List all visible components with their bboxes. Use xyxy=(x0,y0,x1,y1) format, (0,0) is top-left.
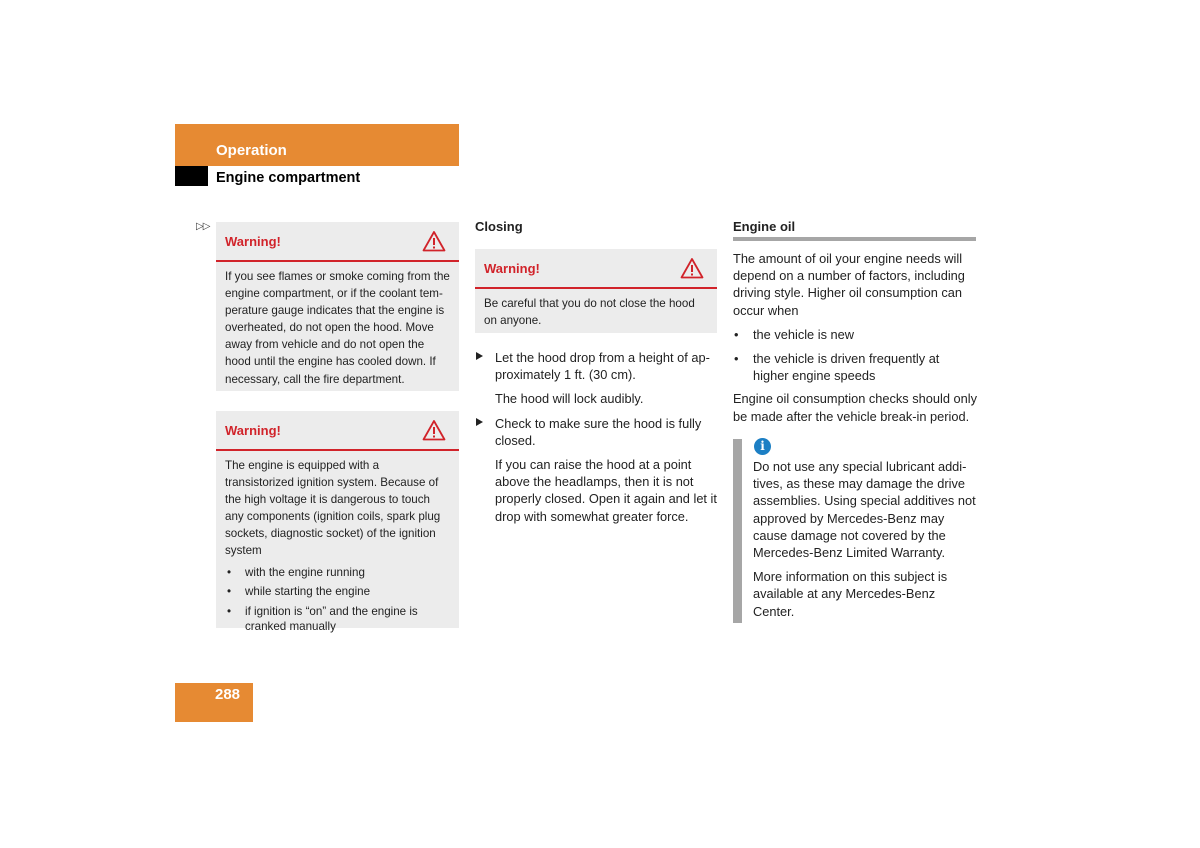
page-number: 288 xyxy=(215,686,241,703)
warning-list xyxy=(225,565,450,635)
info-note xyxy=(753,458,977,620)
oil-intro: The amount of oil your engine needs will depend on a number of factors, including driving style. Higher oil consumption can occur when xyxy=(733,251,965,318)
step-text: Let the hood drop from a height of approximately 1 ft. (30 cm). xyxy=(495,350,710,383)
section-tab-marker xyxy=(175,166,208,186)
step-result: The hood will lock audibly. xyxy=(495,391,644,407)
warning-triangle-icon xyxy=(680,257,704,279)
warning-text: If you see flames or smoke coming from the engine compartment, or if the coolant temperature gauge indicates that the engine is overheated, do not open the hood. Move away from vehicle and do not open the hood until the engine has cooled down. If necessary, call the fire department. xyxy=(225,270,450,386)
warning-text: Be careful that you do not close the hood on anyone. xyxy=(484,297,695,328)
info-text: Do not use any special lubricant additives, as these may damage the drive assemblies. Using special additives not approved by Mercedes-Benz may cause damage not covered by the Mercedes-Benz Limited Warranty. xyxy=(753,459,976,561)
engine-oil-heading: Engine oil xyxy=(733,219,796,234)
section-title: Operation xyxy=(216,142,287,159)
subsection-title: Engine compartment xyxy=(216,170,361,186)
continued-marker: ▷▷ xyxy=(196,221,210,232)
warning-title: Warning! xyxy=(225,423,281,438)
warning-box-ignition xyxy=(216,411,459,634)
warning-header xyxy=(216,411,459,451)
warning-header xyxy=(475,249,717,289)
oil-bullet-list xyxy=(733,326,977,385)
page-number-box xyxy=(175,683,253,722)
warning-header xyxy=(216,222,459,262)
step-text: Check to make sure the hood is fully closed. xyxy=(495,415,702,448)
list-item: • the vehicle is new xyxy=(733,326,977,343)
warning-triangle-icon xyxy=(422,419,446,441)
warning-body xyxy=(475,289,717,337)
warning-text: The engine is equipped with a transistorized ignition system. Because of the high voltage it is dangerous to touch any components (ignition coils, spark plug sockets, diagnostic socket) of the ignition system xyxy=(225,459,441,558)
list-item: • while starting the engine xyxy=(225,584,450,600)
warning-body xyxy=(216,262,459,396)
warning-title: Warning! xyxy=(484,261,540,276)
warning-box-flames xyxy=(216,222,459,391)
closing-heading: Closing xyxy=(475,219,523,234)
closing-steps xyxy=(475,349,718,525)
warning-body xyxy=(216,451,459,643)
warning-title: Warning! xyxy=(225,234,281,249)
warning-triangle-icon xyxy=(422,230,446,252)
warning-box-closing xyxy=(475,249,717,333)
info-text: More information on this subject is available at any Mercedes-Benz Center. xyxy=(753,569,948,619)
step-arrow-icon xyxy=(476,418,483,426)
heading-rule xyxy=(733,237,976,241)
engine-oil-text xyxy=(733,250,977,425)
info-side-bar xyxy=(733,439,742,623)
list-item: • if ignition is “on” and the engine is cranked manually xyxy=(225,604,450,635)
list-item: • with the engine running xyxy=(225,565,450,581)
list-item: • the vehicle is driven frequently at higher engine speeds xyxy=(733,350,977,384)
step-note: If you can raise the hood at a point above the headlamps, then it is not properly closed. Open it again and let it drop with somewhat greater force. xyxy=(495,457,717,524)
info-icon: i xyxy=(754,438,771,455)
step-arrow-icon xyxy=(476,352,483,360)
instruction-step xyxy=(475,349,718,383)
oil-check-note: Engine oil consumption checks should only be made after the vehicle break-in period. xyxy=(733,391,977,424)
instruction-step xyxy=(475,415,718,449)
